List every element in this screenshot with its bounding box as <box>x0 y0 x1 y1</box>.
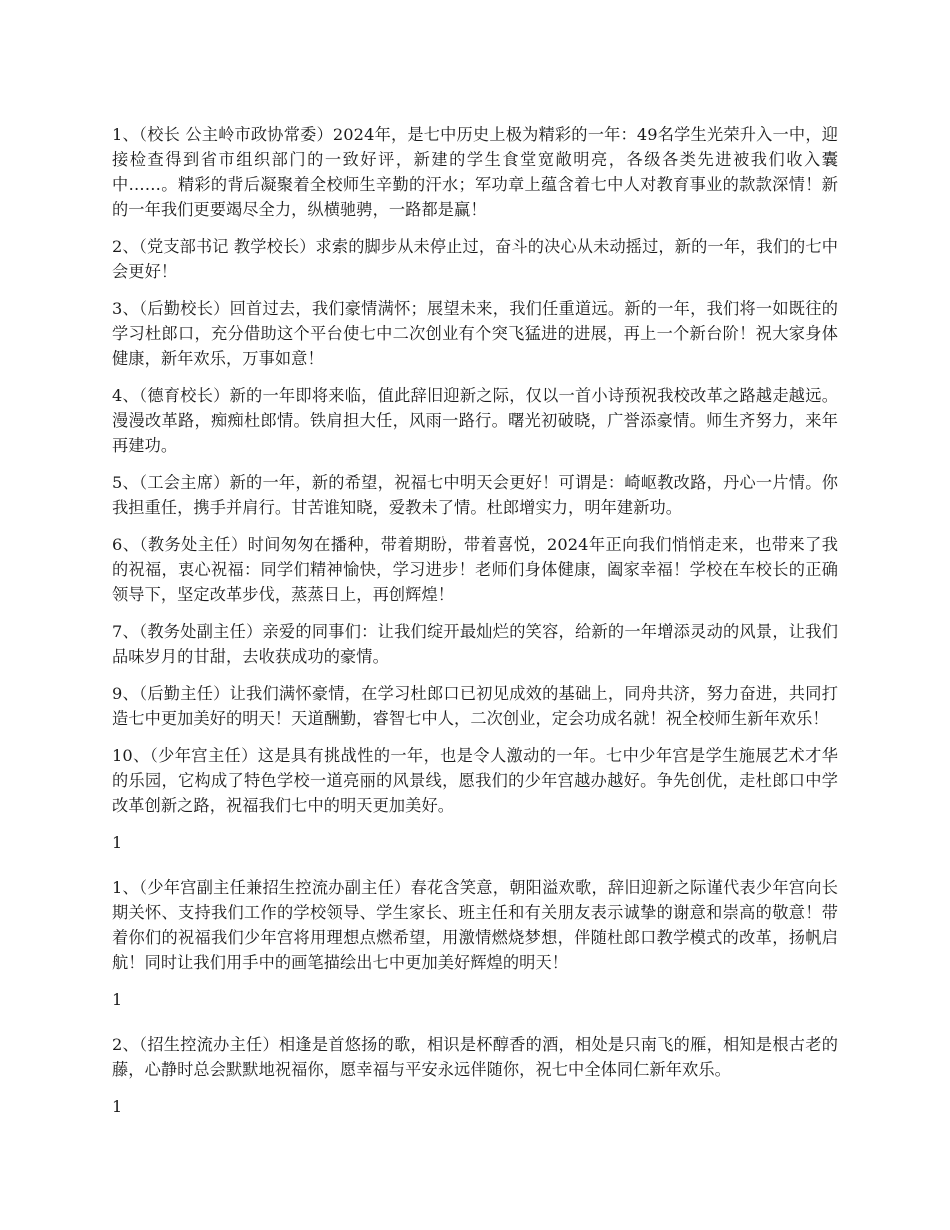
paragraph-party-secretary: 2、（党支部书记 教学校长）求索的脚步从未停止过，奋斗的决心从未动摇过，新的一年，我们的七中会更好！ <box>112 237 838 281</box>
paragraph-logistics-director: 9、（后勤主任）让我们满怀豪情，在学习杜郎口已初见成效的基础上，同舟共济，努力奋进，共同打造七中更加美好的明天！天道酬勤，睿智七中人，二次创业，定会功成名就！祝全校师生新年欢乐！ <box>112 684 838 728</box>
paragraph-union-chairman: 5、（工会主席）新的一年，新的希望，祝福七中明天会更好！可谓是：崎岖教改路，丹心一片情。你我担重任，携手并肩行。甘苦谁知晓，爱教未了情。杜郎增实力，明年建新功。 <box>112 473 838 517</box>
paragraph-academic-deputy-director: 7、（教务处副主任）亲爱的同事们：让我们绽开最灿烂的笑容，给新的一年增添灵动的风景，让我们品味岁月的甘甜，去收获成功的豪情。 <box>112 622 838 666</box>
paragraph-logistics-principal: 3、（后勤校长）回首过去，我们豪情满怀；展望未来，我们任重道远。新的一年，我们将一如既往的学习杜郎口，充分借助这个平台使七中二次创业有个突飞猛进的进展，再上一个新台阶！祝大家身体健康，新年欢乐，万事如意！ <box>112 299 838 368</box>
paragraph-youth-palace-director: 10、（少年宫主任）这是具有挑战性的一年，也是令人激动的一年。七中少年宫是学生施展艺术才华的乐园，它构成了特色学校一道亮丽的风景线，愿我们的少年宫越办越好。争先创优，走杜郎口中学改革创新之路，祝福我们七中的明天更加美好。 <box>112 746 838 815</box>
section-number: 1 <box>112 1097 123 1116</box>
paragraph-principal: 1、（校长 公主岭市政协常委）2024年，是七中历史上极为精彩的一年：49名学生光荣升入一中，迎接检查得到省市组织部门的一致好评，新建的学生食堂宽敞明亮，各级各类先进被我们收入囊中……。精彩的背后凝聚着全校师生辛勤的汗水；军功章上蕴含着七中人对教育事业的款款深情！新的一年我们更要竭尽全力，纵横驰骋，一路都是赢！ <box>112 125 838 219</box>
paragraph-enrollment-director: 2、（招生控流办主任）相逢是首悠扬的歌，相识是杯醇香的酒，相处是只南飞的雁，相知是根古老的藤，心静时总会默默地祝福你，愿幸福与平安永远伴随你，祝七中全体同仁新年欢乐。 <box>112 1035 838 1079</box>
section-number: 1 <box>112 990 123 1009</box>
paragraph-youth-palace-deputy: 1、（少年宫副主任兼招生控流办副主任）春花含笑意，朝阳溢欢歌，辞旧迎新之际谨代表少年宫向长期关怀、支持我们工作的学校领导、学生家长、班主任和有关朋友表示诚挚的谢意和崇高的敬意！带着你们的祝福我们少年宫将用理想点燃希望，用激情燃烧梦想，伴随杜郎口教学模式的改革，扬帆启航！同时让我们用手中的画笔描绘出七中更加美好辉煌的明天！ <box>112 878 838 972</box>
section-number: 1 <box>112 833 123 852</box>
paragraph-academic-director: 6、（教务处主任）时间匆匆在播种，带着期盼，带着喜悦，2024年正向我们悄悄走来，也带来了我的祝福，衷心祝福：同学们精神愉快，学习进步！老师们身体健康，阖家幸福！学校在车校长的正确领导下，坚定改革步伐，蒸蒸日上，再创辉煌！ <box>112 535 838 604</box>
paragraph-moral-education-principal: 4、（德育校长）新的一年即将来临，值此辞旧迎新之际，仅以一首小诗预祝我校改革之路越走越远。漫漫改革路，痴痴杜郎情。铁肩担大任，风雨一路行。曙光初破晓，广誉添豪情。师生齐努力，来年再建功。 <box>112 386 838 455</box>
